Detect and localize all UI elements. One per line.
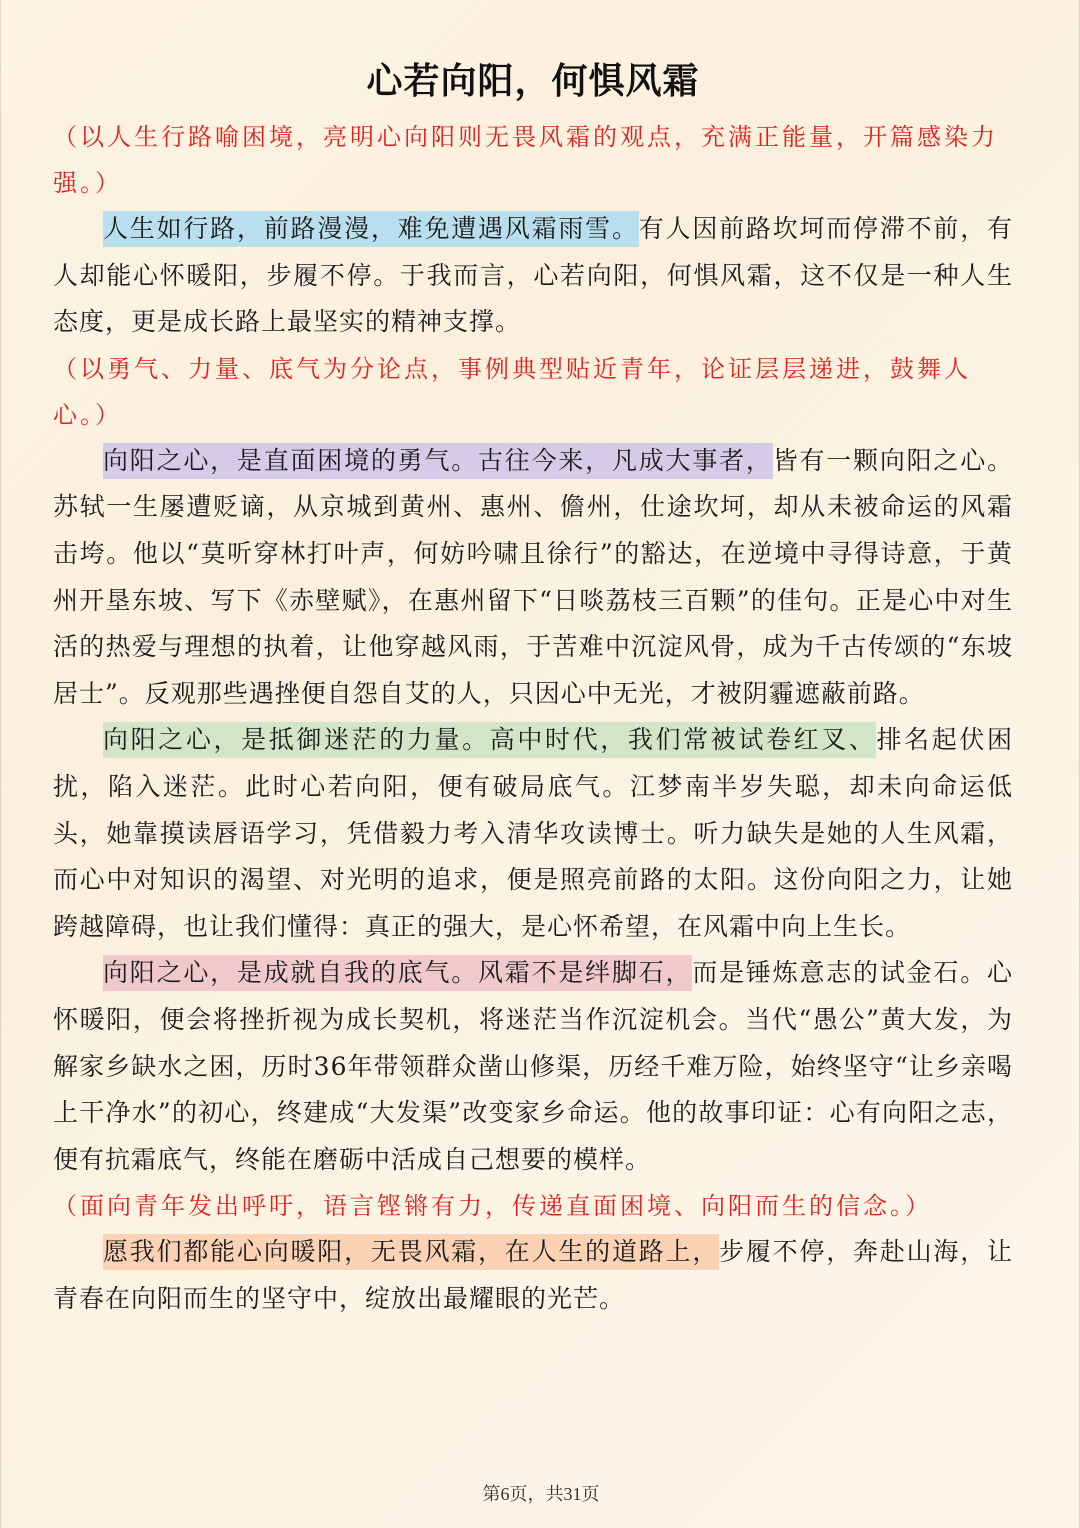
paragraph-confidence bbox=[53, 950, 1013, 1183]
paragraph-opening bbox=[53, 206, 1013, 346]
paragraph-courage bbox=[53, 438, 1013, 718]
paragraph-strength bbox=[53, 717, 1013, 950]
essay-title: 心若向阳，何惧风霜 bbox=[366, 61, 700, 102]
highlight-sentence: 向阳之心，是直面困境的勇气。古往今来，凡成大事者， bbox=[103, 443, 773, 479]
commentary-note-body: （以勇气、力量、底气为分论点，事例典型贴近青年，论证层层递进，鼓舞人心。） bbox=[53, 354, 971, 429]
highlight-sentence: 向阳之心，是抵御迷茫的力量。高中时代，我们常被试卷红叉、 bbox=[103, 722, 876, 758]
commentary-note-opening: （以人生行路喻困境，亮明心向阳则无畏风霜的观点，充满正能量，开篇感染力强。） bbox=[53, 123, 998, 197]
paragraph-text: 排名起伏困扰，陷入迷茫。此时心若向阳，便有破局底气。江梦南半岁失聪，却未向命运低头，她靠摸读唇语学习，凭借毅力考入清华攻读博士。听力缺失是她的人生风霜，而心中对知识的渴望、对光明的追求，便是照亮前路的太阳。这份向阳之力，让她跨越障碍，也让我们懂得：真正的强大，是心怀希望，在风霜中向上生长。 bbox=[53, 725, 1013, 941]
essay-body bbox=[53, 52, 1013, 1322]
commentary-note-ending: （面向青年发出呼吁，语言铿锵有力，传递直面困境、向阳而生的信念。） bbox=[53, 1192, 932, 1221]
highlight-sentence: 向阳之心，是成就自我的底气。风霜不是绊脚石， bbox=[103, 955, 692, 991]
paragraph-text: 而是锤炼意志的试金石。心怀暖阳，便会将挫折视为成长契机，将迷茫当作沉淀机会。当代“愚公”黄大发，为解家乡缺水之困，历时36年带领群众凿山修渠，历经千难万险，始终坚守“让乡亲喝上干净水”的初心，终建成“大发渠”改变家乡命运。他的故事印证：心有向阳之志，便有抗霜底气，终能在磨砺中活成自己想要的模样。 bbox=[53, 958, 1013, 1174]
highlight-sentence: 愿我们都能心向暖阳，无畏风霜，在人生的道路上， bbox=[103, 1234, 719, 1270]
highlight-sentence: 人生如行路，前路漫漫，难免遭遇风霜雨雪。 bbox=[103, 211, 639, 247]
paragraph-ending bbox=[53, 1229, 1013, 1322]
paragraph-text: 有人因前路坎坷而停滞不前，有人却能心怀暖阳，步履不停。于我而言，心若向阳，何惧风霜，这不仅是一种人生态度，更是成长路上最坚实的精神支撑。 bbox=[53, 214, 1013, 337]
paragraph-text: 皆有一颗向阳之心。苏轼一生屡遭贬谪，从京城到黄州、惠州、儋州，仕途坎坷，却从未被命运的风霜击垮。他以“莫听穿林打叶声，何妨吟啸且徐行”的豁达，在逆境中寻得诗意，于黄州开垦东坡、写下《赤壁赋》，在惠州留下“日啖荔枝三百颗”的佳句。正是心中对生活的热爱与理想的执着，让他穿越风雨，于苦难中沉淀风骨，成为千古传颂的“东坡居士”。反观那些遇挫便自怨自艾的人，只因心中无光，才被阴霾遮蔽前路。 bbox=[53, 445, 1013, 708]
page-number: 第6页，共31页 bbox=[482, 1484, 600, 1504]
paragraph-text: 步履不停，奔赴山海，让青春在向阳而生的坚守中，绽放出最耀眼的光芒。 bbox=[53, 1237, 1013, 1313]
